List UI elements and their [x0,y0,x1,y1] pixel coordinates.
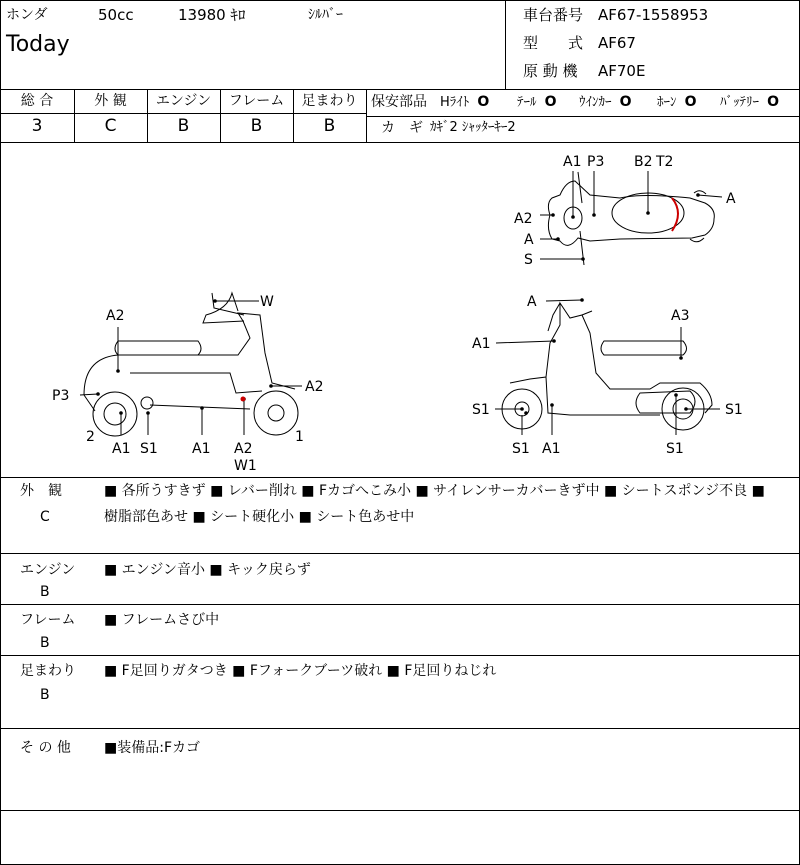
label-left-a2-top: A2 [106,308,125,324]
label-left-a2-bottom: A2 [234,441,253,457]
diagram-labels [52,154,743,474]
rule [0,728,800,729]
remark-grade-exterior: C [40,509,50,525]
label-left-1: 1 [295,429,304,445]
remark-text-exterior-2: 樹脂部色あせ ■ シート硬化小 ■ シート色あせ中 [104,509,415,525]
label-left-w: W [260,294,274,310]
rule [0,553,800,554]
grade-header-exterior: 外 観 [94,93,127,109]
key-label: カ ギ [381,120,423,136]
label-top-s: S [524,252,533,268]
safety-item-winker [579,95,632,109]
remark-text-exterior-1: ■ 各所うすきず ■ レバー削れ ■ Fカゴへこみ小 ■ サイレンサーカバーきず中 ■ シートスポンジ不良 ■ [104,483,765,499]
grade-suspension: B [323,116,336,136]
safety-item-tail [517,95,557,109]
label-right-a1-bottom: A1 [542,441,561,457]
safety-item-horn [657,95,697,109]
remark-grade-engine: B [40,584,50,600]
remark-label-exterior: 外 観 [20,483,62,499]
label-right-s1-rear: S1 [666,441,684,457]
rule [0,655,800,656]
remark-label-engine: エンジン [20,562,76,578]
grade-exterior: C [104,116,117,136]
grade-header-overall: 総 合 [20,93,54,109]
safety-mark: O [544,94,557,110]
remark-text-suspension: ■ F足回りガタつき ■ Fフォークブーツ破れ ■ F足回りねじれ [104,663,497,679]
label-top-a: A [726,191,736,207]
label-right-s1-left: S1 [472,402,490,418]
engine-value: AF70E [598,62,646,80]
remark-text-frame: ■ フレームさび中 [104,612,220,628]
safety-item-battery [720,95,779,109]
safety-item-name: ﾃｰﾙ [517,95,537,110]
remark-grade-suspension: B [40,687,50,703]
frame-no-label: 車台番号 [523,6,584,24]
label-right-a: A [527,294,537,310]
color: ｼﾙﾊﾞｰ [308,7,343,23]
grade-engine: B [177,116,190,136]
grade-header-frame: フレーム [228,93,285,109]
label-left-p3: P3 [52,388,70,404]
maker: ホンダ [6,7,48,23]
safety-item-name: ｳｲﾝｶｰ [579,95,612,110]
remark-text-other: ■装備品:Fカゴ [104,740,200,756]
label-top-a-2: A [524,232,534,248]
label-left-s1: S1 [140,441,158,457]
label-top-a1: A1 [563,154,582,170]
grade-header-suspension: 足まわり [301,93,358,109]
rule [367,116,800,117]
engine-label: 原 動 機 [523,62,578,80]
frame-no: AF67-1558953 [598,6,709,24]
damage-diagram [0,143,800,477]
displacement: 50cc [98,6,134,24]
safety-item-name: ﾊﾞｯﾃﾘｰ [720,95,759,110]
remark-label-frame: フレーム [20,612,76,628]
safety-item-name: ﾎｰﾝ [657,95,677,110]
safety-mark: O [619,94,632,110]
leader-lines [80,171,722,435]
rule [0,604,800,605]
label-left-2: 2 [86,429,95,445]
rule [0,810,800,811]
label-left-a1-rear: A1 [112,441,131,457]
rule [0,89,800,90]
mileage: 13980 ｷﾛ [178,6,246,24]
rule [0,113,367,114]
key-value: ｶｷﾞ2 ｼｬｯﾀｰｷｰ2 [430,120,516,135]
label-left-w1: W1 [234,458,257,474]
damage-markers [96,193,700,415]
rule [505,0,506,89]
label-right-a3: A3 [671,308,690,324]
label-right-s1-bottom: S1 [512,441,530,457]
label-left-a1-mid: A1 [192,441,211,457]
label-left-a2-front: A2 [305,379,324,395]
remark-grade-frame: B [40,635,50,651]
safety-mark: O [477,94,490,110]
safety-mark: O [684,94,697,110]
type-label: 型 式 [523,34,584,52]
grade-overall: 3 [31,116,43,136]
type-value: AF67 [598,34,636,52]
grade-frame: B [250,116,263,136]
model-name: Today [6,32,70,57]
rule [366,89,367,142]
label-right-a1-top: A1 [472,336,491,352]
rule [0,477,800,478]
remark-label-other: そ の 他 [20,740,71,756]
remark-text-engine: ■ エンジン音小 ■ キック戻らず [104,562,311,578]
remark-label-suspension: 足まわり [20,663,76,679]
grade-header-engine: エンジン [155,93,212,109]
safety-mark: O [767,94,780,110]
label-top-a2: A2 [514,211,533,227]
damage-marker-red [241,397,246,402]
safety-label: 保安部品 [371,94,427,110]
safety-item-headlight [440,95,489,109]
label-top-b2: B2 [634,154,653,170]
label-top-p3: P3 [587,154,605,170]
label-top-t2: T2 [656,154,674,170]
safety-item-name: Hﾗｲﾄ [440,95,470,110]
label-right-s1-right: S1 [725,402,743,418]
